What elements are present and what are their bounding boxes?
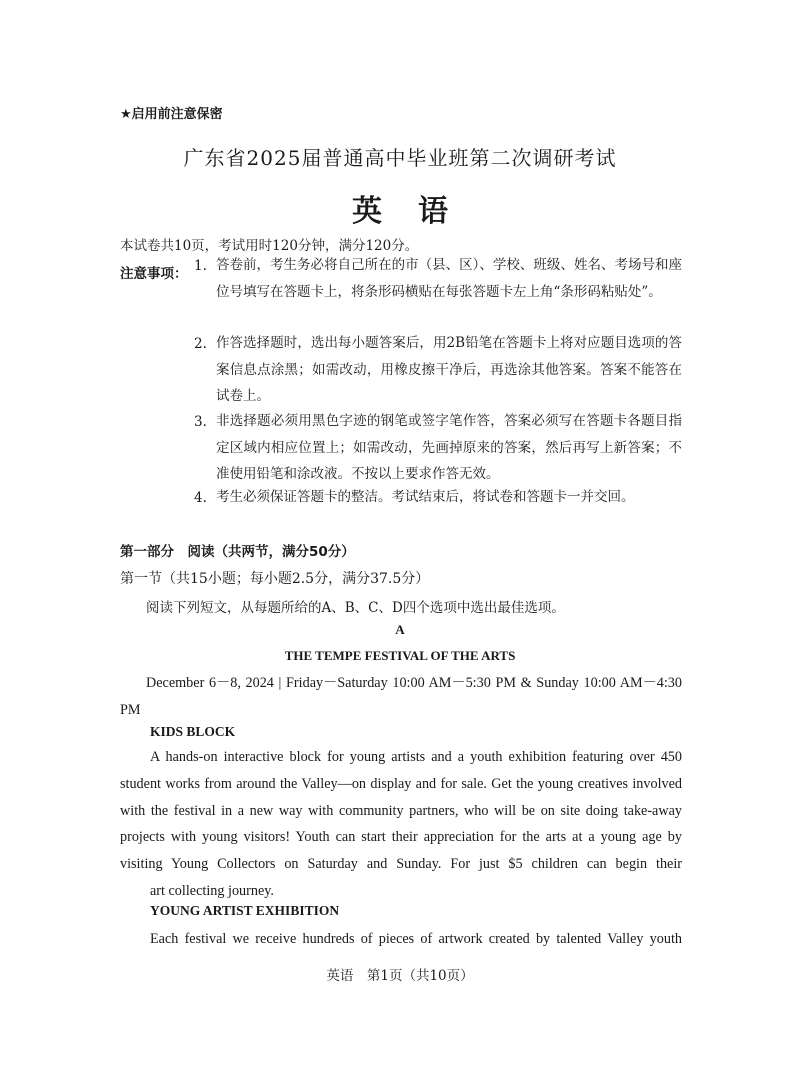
kids-block-paragraph (120, 744, 682, 905)
notice-text: 作答选择题时，选出每小题答案后，用2B铅笔在答题卡上将对应题目选项的答案信息点涂黑；如需改动，用橡皮擦干净后，再选涂其他答案。答案不能答在试卷上。 (216, 335, 682, 404)
kids-block-text-end: art collecting journey. (150, 882, 274, 899)
notice-number: 1. (194, 258, 207, 274)
festival-dates: December 6－8, 2024 | Friday－Saturday 10:00 AM－5:30 PM & Sunday 10:00 AM－4:30 PM (120, 675, 682, 718)
kids-block-text: A hands-on interactive block for young artists and a youth exhibition featuring over 450 student works from around the Valley—on display and for sale. Get the young creatives involved with the festival in a new way with community partners, who will be on site doing take-away projects with young visitors! Youth can start their appreciation for the arts at a young age by visiting Young Collectors on Saturday and Sunday. For just $5 children can begin their (120, 749, 682, 873)
notice-number: 2. (194, 336, 207, 352)
notice-text: 答卷前，考生务必将自己所在的市（县、区）、学校、班级、姓名、考场号和座位号填写在答题卡上，将条形码横贴在每张答题卡左上角“条形码粘贴处”。 (216, 257, 682, 300)
exam-title: 广东省2025届普通高中毕业班第二次调研考试 (183, 146, 617, 170)
notice-text: 非选择题必须用黑色字迹的钢笔或签字笔作答，答案必须写在答题卡各题目指定区域内相应位置上；如需改动，先画掉原来的答案，然后再写上新答案；不准使用铅笔和涂改液。不按以上要求作答无效。 (216, 413, 682, 482)
notices-label: 注意事项： (120, 266, 188, 282)
young-artist-paragraph (120, 926, 682, 953)
section-title: 第一节（共15小题；每小题2.5分，满分37.5分） (120, 571, 430, 587)
notice-number: 4. (194, 490, 207, 506)
kids-block-heading: KIDS BLOCK (150, 724, 236, 739)
confidential-notice: ★启用前注意保密 (120, 107, 223, 122)
notice-number: 3. (194, 414, 207, 430)
notice-text: 考生必须保证答题卡的整洁。考试结束后，将试卷和答题卡一并交回。 (216, 489, 635, 505)
young-artist-heading: YOUNG ARTIST EXHIBITION (150, 903, 340, 918)
page-footer: 英语 第1页（共10页） (326, 968, 474, 984)
passage-title: THE TEMPE FESTIVAL OF THE ARTS (284, 648, 516, 663)
part-title: 第一部分 阅读（共两节，满分50分） (120, 544, 355, 560)
exam-intro: 本试卷共10页，考试用时120分钟，满分120分。 (120, 238, 419, 254)
section-instruction: 阅读下列短文，从每题所给的A、B、C、D四个选项中选出最佳选项。 (146, 600, 565, 616)
young-artist-text: Each festival we receive hundreds of pieces of artwork created by talented Valley youth (150, 931, 682, 947)
passage-letter: A (395, 622, 405, 637)
subject-title: 英语 (352, 194, 484, 229)
